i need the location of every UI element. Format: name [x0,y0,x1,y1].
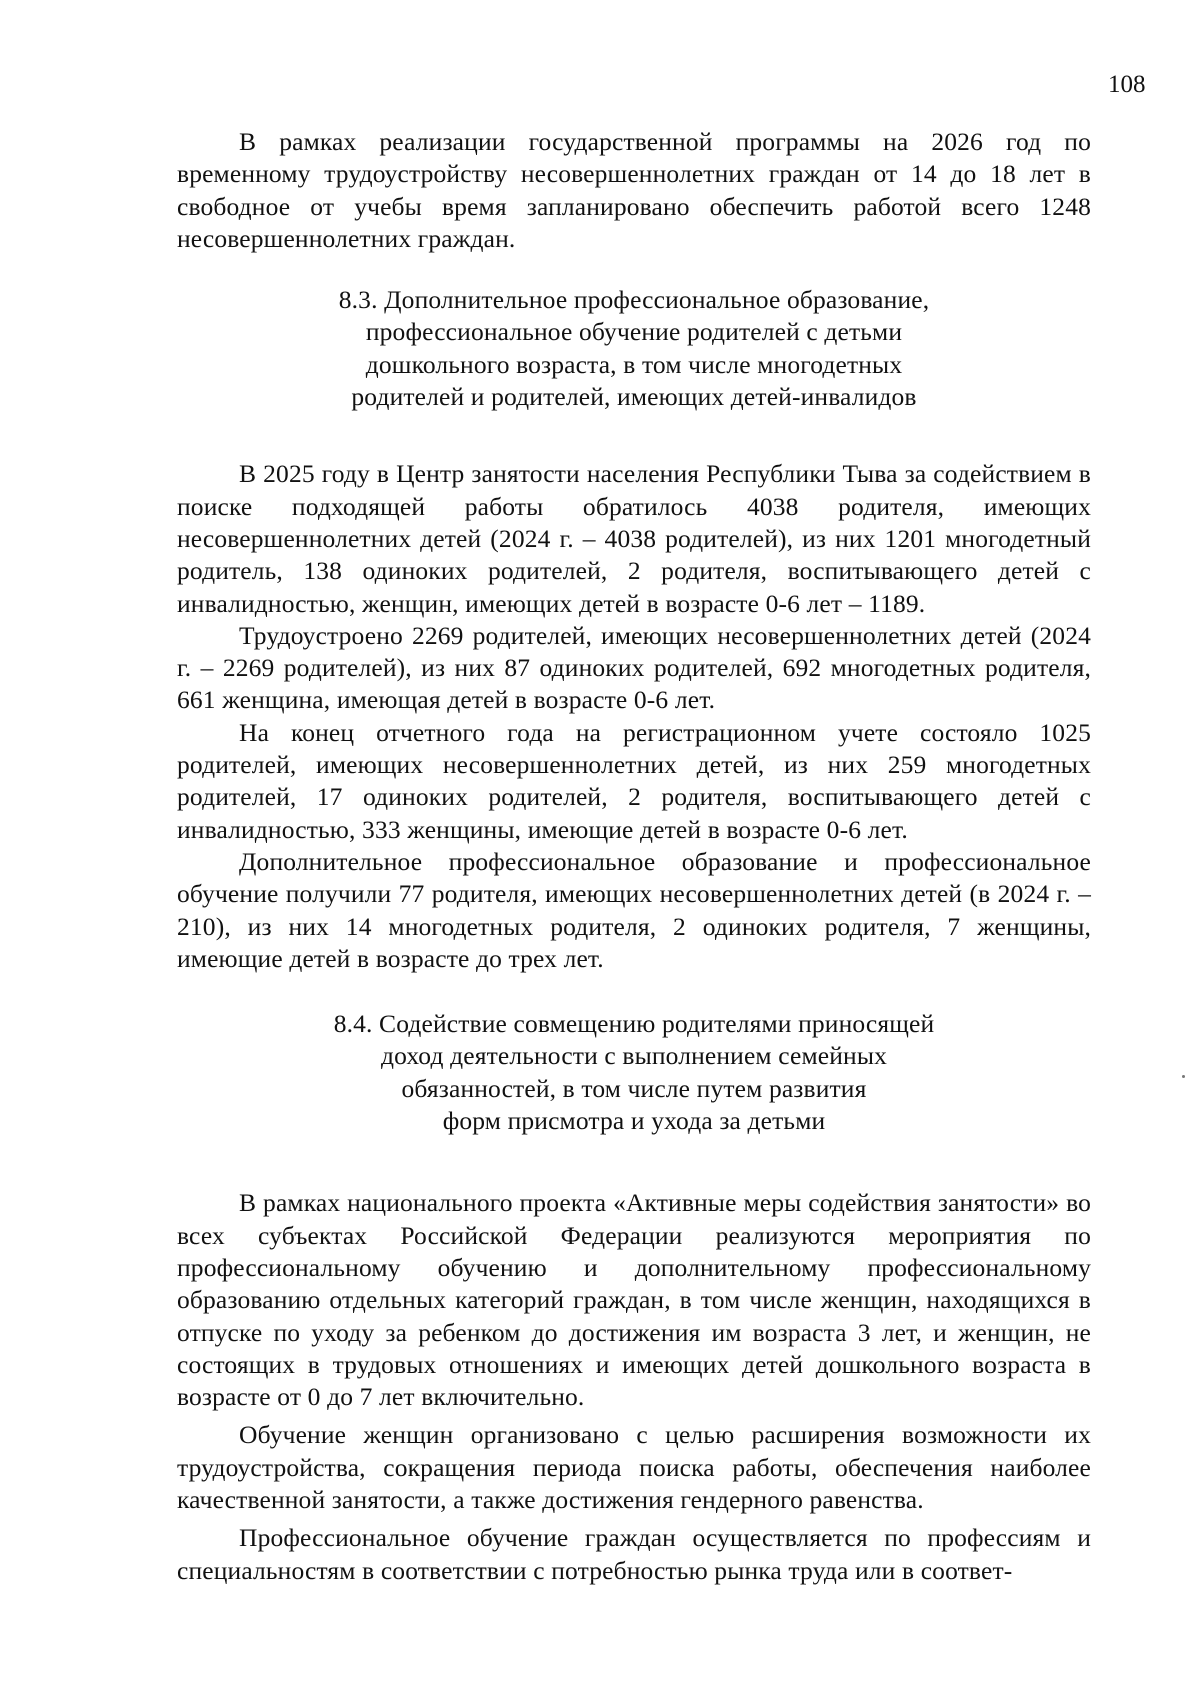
section-8-4-heading-line: 8.4. Содействие совмещению родителями приносящей [333,1009,935,1039]
section-8-3-heading [177,284,1091,413]
section-8-3-heading-line: 8.3. Дополнительное профессиональное образование, [338,285,930,315]
section-8-3-heading-line: профессиональное обучение родителей с детьми [365,317,903,347]
scan-speck [1182,1075,1185,1078]
section-8-3-paragraph: В 2025 году в Центр занятости населения Республики Тыва за содействием в поиске подходящей работы обратилось 4038 родителя, имеющих несовершеннолетних детей (2024 г. – 4038 родителей), из них 1201 многодетный родитель, 138 одиноких родителей, 2 родителя, воспитывающего детей с инвалидностью, женщин, имеющих детей в возрасте 0-6 лет – 1189. [177,459,1091,618]
section-8-4-paragraph: Профессиональное обучение граждан осуществляется по профессиям и специальностям в соответствии с потребностью рынка труда или в соответ- [177,1523,1091,1585]
section-8-4-heading-line: доход деятельности с выполнением семейных [380,1041,888,1071]
section-8-4-heading [177,1008,1091,1137]
section-8-3-paragraph: На конец отчетного года на регистрационном учете состояло 1025 родителей, имеющих несовершеннолетних детей, из них 259 многодетных родителей, 17 одиноких родителей, 2 родителя, воспитывающего детей с инвалидностью, 333 женщины, имеющие детей в возрасте 0-6 лет. [177,717,1091,844]
page-content [177,126,1091,1587]
section-8-4-paragraph: Обучение женщин организовано с целью расширения возможности их трудоустройства, сокращения периода поиска работы, обеспечения наиболее качественной занятости, а также достижения гендерного равенства. [177,1420,1091,1514]
section-8-4-heading-line: обязанностей, в том числе путем развития [401,1073,867,1103]
section-8-3-paragraph: Трудоустроено 2269 родителей, имеющих несовершеннолетних детей (2024 г. – 2269 родителей), из них 87 одиноких родителей, 692 многодетных родителя, 661 женщина, имеющая детей в возрасте 0-6 лет. [177,620,1091,715]
section-8-4-paragraph: В рамках национального проекта «Активные меры содействия занятости» во всех субъектах Российской Федерации реализуются мероприятия по профессиональному обучению и дополнительному профессиональному образованию отдельных категорий граждан, в том числе женщин, находящихся в отпуске по уходу за ребенком до достижения им возраста 3 лет, и женщин, не состоящих в трудовых отношениях и имеющих детей дошкольного возраста в возрасте от 0 до 7 лет включительно. [177,1188,1091,1412]
section-8-3-heading-line: родителей и родителей, имеющих детей-инвалидов [351,382,917,412]
intro-paragraph: В рамках реализации государственной программы на 2026 год по временному трудоустройству несовершеннолетних граждан от 14 до 18 лет в свободное от учебы время запланировано обеспечить работой всего 1248 несовершеннолетних граждан. [177,127,1091,253]
section-8-3-paragraph: Дополнительное профессиональное образование и профессиональное обучение получили 77 родителя, имеющих несовершеннолетних детей (в 2024 г. – 210), из них 14 многодетных родителя, 2 одиноких родителя, 7 женщины, имеющие детей в возрасте до трех лет. [177,846,1091,973]
page-number: 108 [1108,71,1146,98]
section-8-3-heading-line: дошкольного возраста, в том числе многодетных [365,349,903,379]
section-8-4-heading-line: форм присмотра и ухода за детьми [442,1106,826,1136]
